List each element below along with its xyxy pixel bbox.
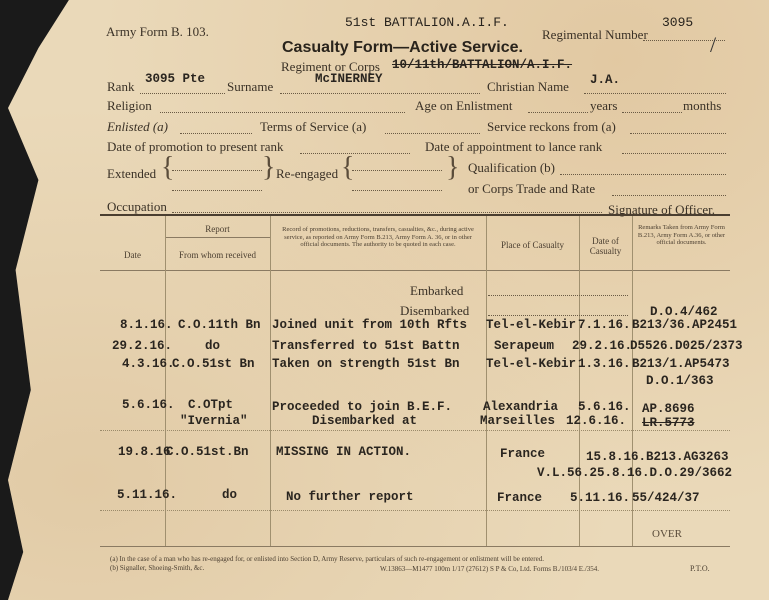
- report-header: Report: [205, 224, 230, 234]
- table-row-2-record: Transferred to 51st Battn: [272, 339, 460, 353]
- enlisted-label: Enlisted (a): [107, 119, 169, 134]
- footnote-a: (a) In the case of a man who has re-engaged for, or enlisted into Section D, Army Reserve, particulars of such re-engagement or enlistment will be entered.: [110, 555, 544, 563]
- table-row-6-record: No further report: [286, 490, 414, 504]
- table-row-1-date: 8.1.16.: [120, 318, 173, 332]
- table-row-3-cas-date: 1.3.16.: [578, 357, 631, 371]
- qualification-label: Qualification (b): [468, 160, 555, 175]
- table-row-4-place-2: Marseilles: [480, 414, 556, 428]
- regimental-number-label: Regimental Number: [542, 27, 648, 42]
- over-label: OVER: [652, 528, 682, 540]
- religion-label: Religion: [107, 98, 152, 113]
- table-row-2-remarks: D5526.D025/2373: [630, 339, 743, 353]
- embarked-label: Embarked: [410, 283, 464, 298]
- terms-line: [385, 133, 480, 134]
- table-row-5-cas-date: 15.8.16.: [586, 450, 647, 464]
- religion-line: [160, 112, 405, 113]
- table-row-1-from: C.O.11th Bn: [178, 318, 261, 332]
- surname-label: Surname: [227, 79, 274, 94]
- regimental-number-value: 3095: [662, 15, 694, 30]
- row-6-divider: [100, 510, 730, 511]
- table-row-6-from: do: [222, 488, 238, 502]
- trade-label: or Corps Trade and Rate: [468, 181, 596, 196]
- table-row-5-remarks-2: V.L.56.25.8.16.D.O.29/3662: [537, 466, 733, 480]
- footnote-b: (b) Signaller, Shoeing-Smith, &c.: [110, 564, 205, 572]
- christian-name-line: [584, 93, 726, 94]
- table-bottom-rule: [100, 546, 730, 547]
- pto-label: P.T.O.: [690, 564, 710, 573]
- qualification-line: [560, 174, 726, 175]
- form-title: Casualty Form—Active Service.: [282, 39, 523, 56]
- col-from-header: From whom received: [179, 250, 256, 260]
- table-row-4-cas-date: 5.6.16.: [578, 400, 631, 414]
- age-label: Age on Enlistment: [415, 98, 513, 113]
- col-cas-date-header: Date of Casualty: [589, 236, 622, 256]
- col-divider-2: [270, 216, 271, 546]
- years-label: years: [590, 98, 618, 113]
- table-row-6-date: 5.11.16.: [117, 488, 178, 502]
- col-date-header: Date: [124, 250, 141, 260]
- table-row-4-from-2: "Ivernia": [180, 414, 248, 428]
- table-row-4-cas-date-2: 12.6.16.: [566, 414, 627, 428]
- table-row-3-from: C.O.51st Bn: [172, 357, 255, 371]
- print-info: W.13863—M1477 100m 1/17 (27612) S P & Co, Ltd. Forms B./103/4 E./354.: [380, 565, 600, 573]
- signature-label: Signature of Officer.: [608, 202, 715, 217]
- extended-line-1: [172, 170, 262, 171]
- table-row-1-cas-date: 7.1.16.: [578, 318, 631, 332]
- disembarked-label: Disembarked: [400, 303, 470, 318]
- christian-name-value: J.A.: [590, 73, 621, 87]
- extended-brace-close: }: [262, 152, 276, 183]
- months-label: months: [683, 98, 722, 113]
- age-months-line: [622, 112, 682, 113]
- surname-line: [280, 93, 480, 94]
- table-row-4-remarks: AP.8696: [642, 402, 695, 416]
- embarked-line: [488, 295, 628, 296]
- table-row-3-place: Tel-el-Kebir: [486, 357, 577, 371]
- terms-label: Terms of Service (a): [260, 119, 367, 134]
- table-row-4-record: Proceeded to join B.E.F.: [272, 400, 453, 414]
- christian-name-label: Christian Name: [487, 79, 569, 94]
- promotion-line: [300, 153, 410, 154]
- table-row-4-date: 5.6.16.: [122, 398, 175, 412]
- table-row-5-date: 19.8.16: [118, 445, 171, 459]
- disembarked-line: [488, 315, 628, 316]
- table-row-3-date: 4.3.16.: [122, 357, 175, 371]
- table-row-2-cas-date: 29.2.16.: [572, 339, 633, 353]
- reengaged-line-1: [352, 170, 442, 171]
- age-years-line: [528, 112, 588, 113]
- trade-line: [612, 195, 726, 196]
- col-divider-3: [486, 216, 487, 546]
- extended-line-2: [172, 190, 262, 191]
- table-row-4-from: C.OTpt: [188, 398, 234, 412]
- enlisted-line: [180, 133, 252, 134]
- table-row-4-place: Alexandria: [483, 400, 559, 414]
- table-row-2-from: do: [205, 339, 221, 353]
- rank-label: Rank: [107, 79, 135, 94]
- extended-label: Extended: [107, 166, 157, 181]
- col-record-header: Record of promotions, reductions, transfers, casualties, &c., during active service, as reported on Army Form B.213, Army Form A. 36, or in other official documents. The authority to be quoted in each case.: [282, 226, 474, 248]
- table-row-5-place: France: [500, 447, 546, 461]
- lance-label: Date of appointment to lance rank: [425, 139, 603, 154]
- table-row-6-cas-date: 5.11.16.: [570, 491, 631, 505]
- table-row-6-place: France: [497, 491, 543, 505]
- table-row-4-remarks-2: LR.5773: [642, 416, 695, 430]
- promotion-label: Date of promotion to present rank: [107, 139, 284, 154]
- margin-mark: /: [710, 32, 717, 57]
- table-top-rule: [100, 214, 730, 216]
- battalion-stamp: 51st BATTALION.A.I.F.: [345, 15, 509, 30]
- table-row-1-place: Tel-el-Kebir: [486, 318, 577, 332]
- extended-brace: {: [161, 152, 175, 183]
- rank-line: [140, 93, 225, 94]
- rank-value: 3095 Pte: [145, 72, 206, 86]
- reckons-label: Service reckons from (a): [487, 119, 616, 134]
- occupation-line: [172, 212, 602, 213]
- table-row-2-date: 29.2.16.: [112, 339, 173, 353]
- table-row-3-remarks-2: D.O.1/363: [646, 374, 714, 388]
- table-header-rule: [100, 270, 730, 271]
- occupation-label: Occupation: [107, 199, 167, 214]
- col-place-header: Place of Casualty: [501, 240, 564, 250]
- table-row-1-remarks: D.O.4/462: [650, 305, 718, 319]
- table-row-5-record: MISSING IN ACTION.: [276, 445, 412, 459]
- table-row-5-remarks: B213.AG3263: [646, 450, 729, 464]
- reckons-line: [630, 133, 726, 134]
- table-row-1-remarks-2: B213/36.AP2451: [632, 318, 738, 332]
- table-row-6-remarks: 55/424/37: [632, 491, 700, 505]
- row-4-divider: [100, 430, 730, 431]
- table-row-4-record-2: Disembarked at: [312, 414, 418, 428]
- table-row-2-place: Serapeum: [494, 339, 555, 353]
- reengaged-label: Re-engaged: [276, 166, 339, 181]
- lance-line: [622, 153, 726, 154]
- reengaged-line-2: [352, 190, 442, 191]
- surname-value: McINERNEY: [315, 72, 383, 86]
- regiment-label: Regiment or Corps: [281, 59, 380, 74]
- col-remarks-header: Remarks Taken from Army Form B.213, Army Form A.36, or other official documents.: [637, 224, 726, 246]
- table-row-3-record: Taken on strength 51st Bn: [272, 357, 460, 371]
- report-subheader-rule: [165, 237, 270, 238]
- table-row-5-from: C.O.51st.Bn: [166, 445, 249, 459]
- table-row-3-remarks: B213/1.AP5473: [632, 357, 730, 371]
- reengaged-brace-close: }: [446, 152, 460, 183]
- form-number: Army Form B. 103.: [106, 24, 209, 39]
- table-row-1-record: Joined unit from 10th Rfts: [272, 318, 468, 332]
- reengaged-brace: {: [341, 152, 355, 183]
- regiment-value: 10/11th/BATTALION/A.I.F.: [392, 58, 573, 72]
